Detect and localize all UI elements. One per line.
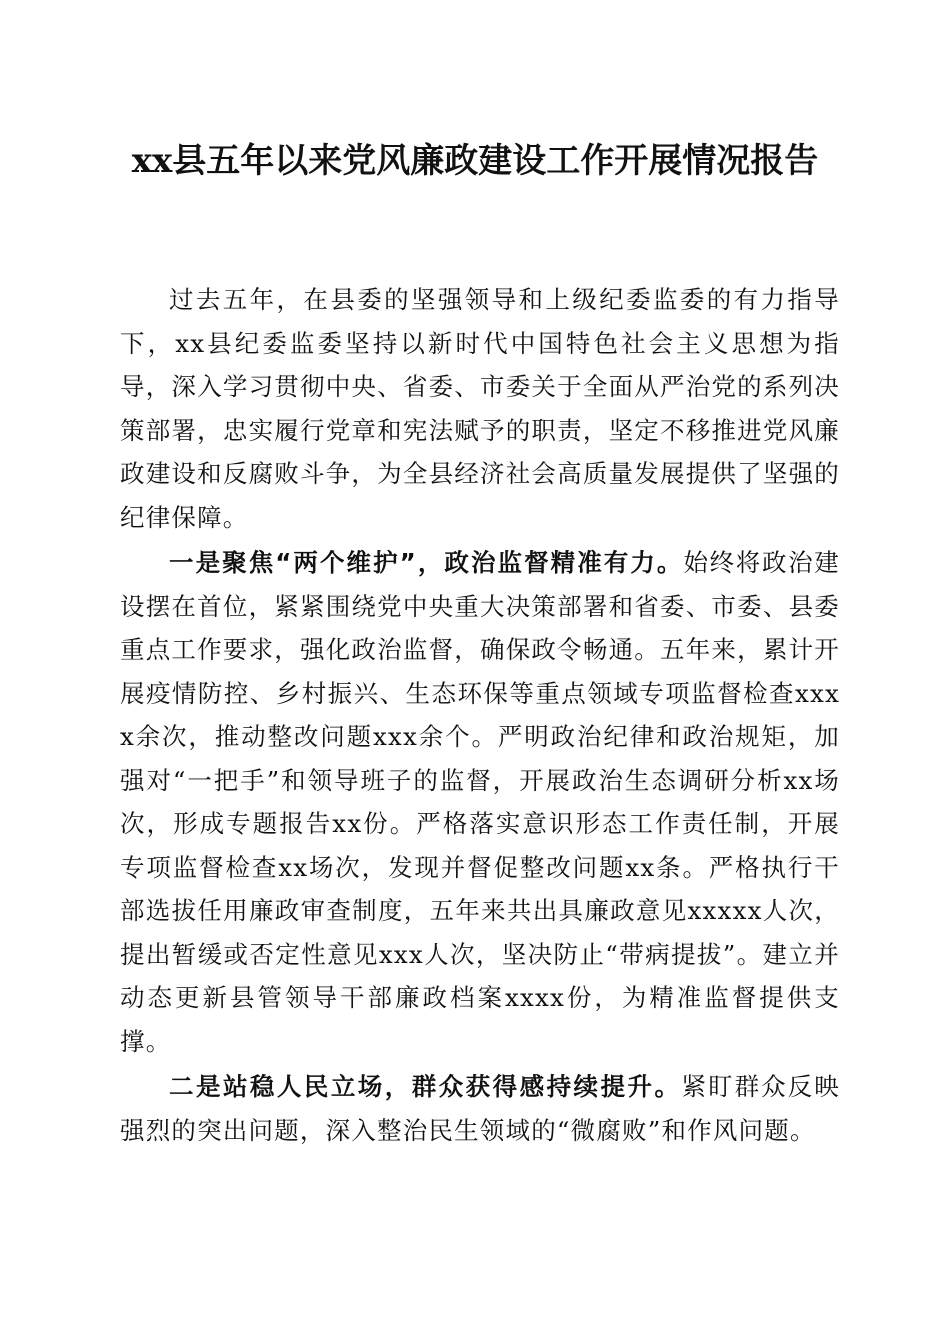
paragraph-text: 紧盯群众反映强烈的突出问题，深入整治民生领域的“微腐败”和作风问题。 [120,1072,840,1145]
document-title: xx县五年以来党风廉政建设工作开展情况报告 [131,141,819,181]
paragraph-political-supervision [120,541,840,1063]
paragraph-people-stance [120,1065,840,1152]
paragraph-text: 过去五年，在县委的坚强领导和上级纪委监委的有力指导下，xx县纪委监委坚持以新时代中国特色社会主义思想为指导，深入学习贯彻中央、省委、市委关于全面从严治党的系列决策部署，忠实履行党章和宪法赋予的职责，坚定不移推进党风廉政建设和反腐败斗争，为全县经济社会高质量发展提供了坚强的纪律保障。 [120,285,840,532]
paragraph-intro [120,278,840,539]
document-body [120,278,840,1152]
paragraph-text: 始终将政治建设摆在首位，紧紧围绕党中央重大决策部署和省委、市委、县委重点工作要求，强化政治监督，确保政令畅通。五年来，累计开展疫情防控、乡村振兴、生态环保等重点领域专项监督检查xxxx余次，推动整改问题xxx余个。严明政治纪律和政治规矩，加强对“一把手”和领导班子的监督，开展政治生态调研分析xx场次，形成专题报告xx份。严格落实意识形态工作责任制，开展专项监督检查xx场次，发现并督促整改问题xx条。严格执行干部选拔任用廉政审查制度，五年来共出具廉政意见xxxxx人次，提出暂缓或否定性意见xxx人次，坚决防止“带病提拔”。建立并动态更新县管领导干部廉政档案xxxx份，为精准监督提供支撑。 [120,548,841,1056]
paragraph-lead: 一是聚焦“两个维护”，政治监督精准有力。 [169,548,684,577]
paragraph-lead: 二是站稳人民立场，群众获得感持续提升。 [169,1072,682,1101]
